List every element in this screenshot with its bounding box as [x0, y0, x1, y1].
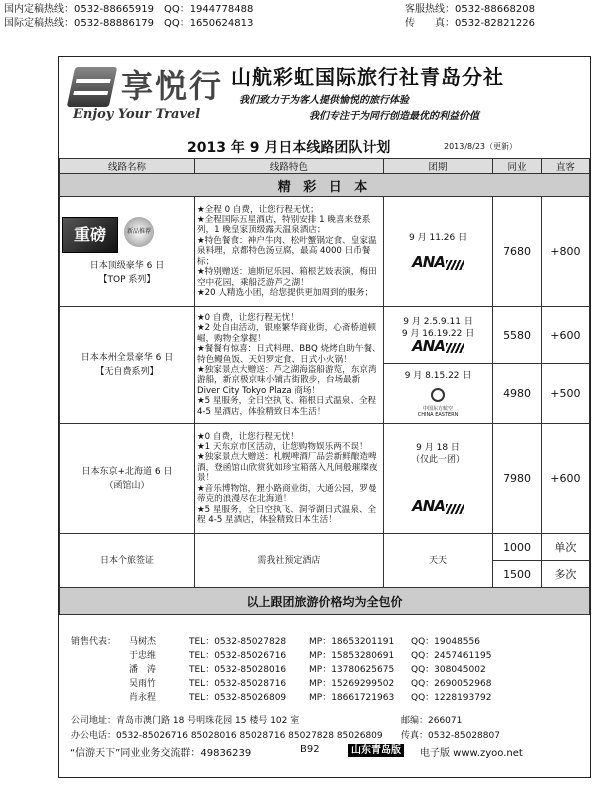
feature-item: ★特别赠送：迪斯尼乐园、箱根艺妓表演，梅田空中花园，乘船泛游芦之湖！ — [196, 267, 377, 288]
route-cell — [60, 307, 195, 424]
feature-cell — [194, 424, 383, 534]
update-date: 2013/8/23（更新） — [444, 142, 518, 151]
sales-tel: TEL：0532-85026809 — [189, 693, 287, 703]
china-eastern-name: 中国东方航空 — [423, 405, 454, 412]
edition-badge: 山东青岛版 — [348, 744, 404, 757]
route-name: 日本顶级豪华 6 日 — [89, 260, 165, 271]
complaint-hotline: 客服热线：0532-88668208 — [405, 4, 535, 15]
banner-row — [60, 174, 590, 197]
peer-price: 7980 — [493, 424, 541, 534]
china-eastern-icon — [431, 388, 445, 402]
footer-bar-text: 以上跟团旅游价格均为全包价 — [60, 588, 590, 615]
sales-label: 销售代表： — [71, 637, 117, 647]
sales-qq: QQ：19048556 — [411, 637, 480, 647]
route-name: 日本个旅签证 — [99, 555, 154, 566]
group-date: 9 月 11.26 日 — [409, 233, 468, 243]
feature-item: ★1 天东京市区活动，让您购物娱乐两不误！ — [196, 442, 368, 453]
document-frame — [58, 56, 591, 778]
slogan-line-2: 我们专注于为同行创造最优的利益价值 — [309, 111, 479, 122]
sales-mobile: MP：15269299502 — [309, 679, 395, 689]
visa-type: 多次 — [541, 561, 589, 588]
featured-badge: 重磅 — [62, 217, 118, 253]
brand-logo — [65, 61, 225, 123]
header-feature: 线路特色 — [194, 159, 383, 174]
header-peer-price: 同业 — [493, 159, 541, 174]
feature-item: ★5 星服务，全日空执飞、箱根日式温泉、全程 4-5 星酒店，体验精致日本生活！ — [196, 396, 377, 417]
sales-qq: QQ：1228193792 — [411, 693, 492, 703]
group-date-cell — [383, 197, 493, 307]
ana-stripes-icon — [446, 504, 464, 514]
sales-tel: TEL：0532-85026716 — [189, 651, 287, 661]
header-direct-price: 直客 — [541, 159, 589, 174]
feature-cell — [194, 307, 383, 424]
direct-price: +600 — [541, 307, 589, 364]
sales-tel: TEL：0532-85028016 — [189, 665, 287, 675]
sales-name: 于忠维 — [129, 651, 157, 661]
route-cell — [60, 534, 195, 588]
group-date: 9 月 8.15.22 日 — [404, 370, 472, 381]
sales-qq: QQ：2457461195 — [411, 651, 492, 661]
table-header-row — [60, 159, 590, 174]
sales-tel: TEL：0532-85027828 — [189, 637, 287, 647]
logo-english: Enjoy Your Travel — [73, 107, 201, 122]
international-hotline: 国际定稿热线：0532-88886179 QQ：1650624813 — [4, 18, 254, 29]
group-chat-info: “信游天下”同业业务交流群：49836239 — [70, 748, 252, 759]
table-row — [60, 424, 590, 534]
table-row — [60, 307, 590, 364]
ana-logo: ANA — [412, 336, 445, 355]
group-date: 天天 — [429, 555, 448, 566]
group-date-note: （仅此一团） — [411, 455, 466, 465]
ana-logo: ANA — [412, 253, 445, 271]
tour-plan-table — [59, 158, 590, 615]
company-address: 公司地址：青岛市澳门路 18 号明珠花园 15 楼号 102 室 — [71, 716, 300, 726]
logo-chinese: 享悦行 — [121, 67, 224, 105]
header-route: 线路名称 — [60, 159, 195, 174]
header-group-date: 团期 — [383, 159, 493, 174]
feature-item: ★5 星服务，全日空执飞、洞爷湖日式温泉、全程 4-5 星酒店，体验精致日本生活！ — [196, 504, 377, 525]
sales-mobile: MP：18661721963 — [309, 693, 395, 703]
group-date-cell — [383, 364, 493, 424]
website: 电子版 www.zyoo.net — [420, 748, 523, 759]
sales-qq: QQ：2690052968 — [411, 679, 492, 689]
feature-item: 需我社预定酒店 — [257, 555, 321, 566]
direct-price: +600 — [541, 424, 589, 534]
sales-name: 肖永程 — [129, 693, 157, 703]
page-code: B92 — [300, 744, 320, 755]
sales-name: 潘 涛 — [129, 665, 157, 675]
feature-item: ★独家景点大赠送：札幌啤酒厂品尝新鲜酿造啤酒，登函馆山欣赏犹如珍宝箱落入凡间般璀璨夜景！ — [196, 452, 378, 484]
office-phone: 办公电话：0532-85026716 85028016 85028716 85027828 85026809 — [71, 731, 383, 741]
document-title: 2013 年 9 月日本线路团队计划 — [187, 140, 391, 156]
ana-stripes-icon — [446, 260, 464, 270]
footer-bar-row — [60, 588, 590, 615]
feature-cell — [194, 197, 383, 307]
ana-logo: ANA — [412, 497, 445, 515]
banner-text: 精 彩 日 本 — [60, 174, 590, 197]
feature-item: ★0 自费，让您行程无忧！ — [196, 431, 299, 442]
table-row — [60, 197, 590, 307]
peer-price: 1000 — [493, 534, 541, 561]
feature-item: ★全程 0 自费，让您行程无忧； — [196, 204, 319, 215]
group-date: 9 月 16.19.22 日 — [401, 328, 475, 339]
group-date: 9 月 18 日 — [416, 443, 460, 453]
feature-item: ★20 人精选小团，给您提供更加周到的服务； — [196, 287, 374, 298]
feature-item: ★2 处自由活动，银座繁华商业街，心斋桥道顿崛，购物全掌握！ — [196, 323, 377, 344]
office-fax: 传真：0532-85028807 — [401, 731, 500, 741]
postcode: 邮编：266071 — [401, 716, 463, 726]
peer-price: 7680 — [493, 197, 541, 307]
new-product-badge: 新品推荐 — [124, 217, 154, 247]
china-eastern-name-en: CHINA EASTERN — [417, 411, 459, 418]
route-cell — [60, 197, 195, 307]
route-series: 【TOP 系列】 — [98, 274, 156, 285]
direct-price: +800 — [541, 197, 589, 307]
peer-price: 4980 — [493, 364, 541, 424]
company-name: 山航彩虹国际旅行社青岛分社 — [231, 65, 504, 89]
logo-mark-icon — [67, 67, 118, 107]
ana-stripes-icon — [446, 343, 464, 353]
feature-item: ★全程国际五星酒店，特别安排 1 晚喜来登系列，1 晚皇家顶级露天温泉酒店； — [196, 215, 371, 236]
sales-mobile: MP：18653201191 — [309, 637, 395, 647]
peer-price: 1500 — [493, 561, 541, 588]
group-date: 9 月 2.5.9.11 日 — [403, 316, 473, 327]
table-row — [60, 534, 590, 561]
group-date-cell — [383, 307, 493, 364]
feature-item: ★音乐博物馆，狸小路商业街，大通公园，罗曼蒂克的浪漫尽在北海道！ — [196, 483, 377, 505]
sales-tel: TEL：0532-85028716 — [189, 679, 287, 689]
sales-name: 马树杰 — [129, 637, 157, 647]
feature-item: ★0 自费，让您行程无忧！ — [196, 312, 299, 323]
slogan-line-1: 我们致力于为客人提供愉悦的旅行体验 — [239, 95, 409, 106]
direct-price: +500 — [541, 364, 589, 424]
route-name: 日本本州全景豪华 6 日 — [80, 353, 174, 363]
feature-item: ★独家景点大赠送：芦之湖海盗船游览，东京湾游船，新京极京味小铺古街散步，台场最新 Diver City Tokyo Plaza 商场！ — [196, 365, 377, 396]
sales-name: 吴雨竹 — [129, 679, 157, 689]
route-series: （函馆山） — [104, 480, 150, 491]
sales-mobile: MP：15853280691 — [309, 651, 395, 661]
route-series: 【无自费系列】 — [95, 367, 159, 377]
visa-type: 单次 — [541, 534, 589, 561]
domestic-hotline: 国内定稿热线：0532-88665919 QQ：1944778488 — [4, 4, 254, 15]
sales-qq: QQ：308045002 — [411, 665, 486, 675]
route-cell — [60, 424, 195, 534]
feature-cell — [194, 534, 383, 588]
feature-item: ★特色餐食：神户牛肉、松叶蟹锅定食、皇家温泉料理，京都特色汤豆腐，最高 4000 日币餐标； — [196, 235, 377, 267]
sales-mobile: MP：13780625675 — [309, 665, 395, 675]
fax-line: 传 真：0532-82821226 — [405, 18, 535, 29]
feature-item: ★餐餐有惊喜：日式料理、BBQ 烧烤自助午餐、特色鳗鱼饭、天妇罗定食、日式小火锅！ — [196, 344, 381, 365]
peer-price: 5580 — [493, 307, 541, 364]
group-date-cell — [383, 534, 493, 588]
route-name: 日本东京+北海道 6 日 — [81, 466, 173, 477]
group-date-cell — [383, 424, 493, 534]
